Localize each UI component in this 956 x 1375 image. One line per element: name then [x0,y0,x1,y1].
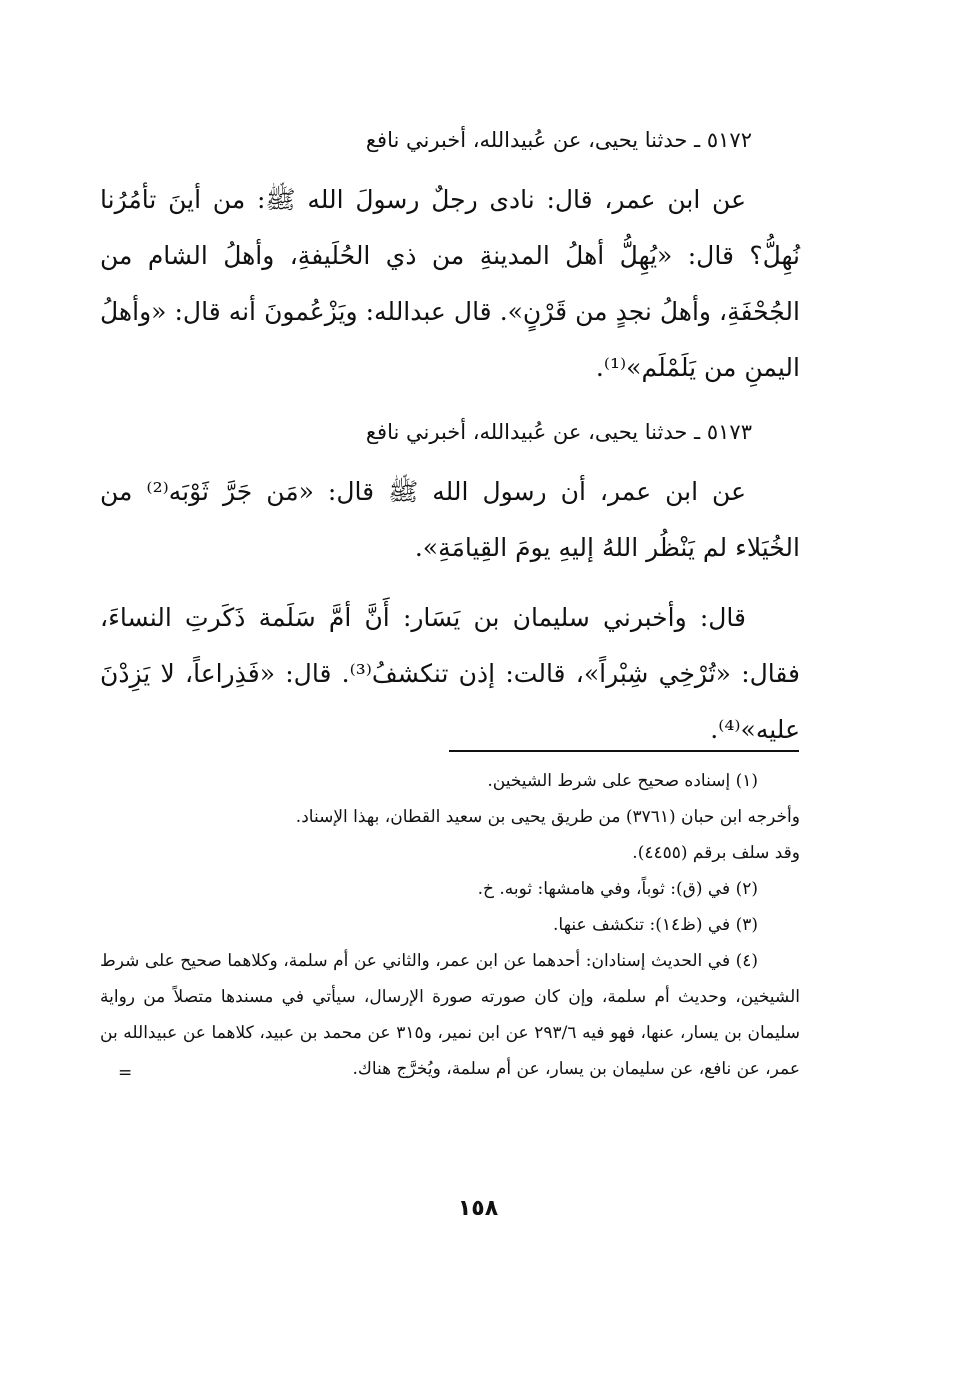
hadith-5172-text: عن ابن عمر، قال: نادى رجلٌ رسولَ الله ﷺ: من أينَ تأمُرُنا نُهِلُّ؟ قال: «يُهِلُّ أهلُ المدينةِ من ذي الحُلَيفةِ، وأهلُ الشام من الجُحْفَةِ، وأهلُ نجدٍ من قَرْنٍ». قال عبدالله: ويَزْعُمونَ أنه قال: «وأهلُ اليمنِ من يَلَمْلَم»⁽¹⁾. [100,185,800,382]
footnote-divider [449,750,799,752]
footnote-1-ref: وقد سلف برقم (٤٤٥٥). [632,843,800,863]
main-text [100,118,800,758]
footnote-1-source: وأخرجه ابن حبان (٣٧٦١) من طريق يحيى بن سعيد القطان، بهذا الإسناد. [295,807,800,827]
footnotes [100,763,800,1087]
continuation-mark: = [118,1063,133,1083]
hadith-5172-isnad: ٥١٧٢ ـ حدثنا يحيى، عن عُبيدالله، أخبرني نافع [365,128,752,152]
hadith-5173-isnad: ٥١٧٣ ـ حدثنا يحيى، عن عُبيدالله، أخبرني نافع [365,420,752,444]
footnote-3: (٣) في (ظ١٤): تنكشف عنها. [552,915,758,935]
hadith-5173-text: عن ابن عمر، أن رسول الله ﷺ قال: «مَن جَرَّ ثَوْبَه⁽²⁾ من الخُيَلاء لم يَنْظُر اللهُ إليهِ يومَ القِيامَةِ». [100,477,800,562]
footnote-4 [100,943,800,1087]
page-number: ١٥٨ [457,1196,499,1221]
hadith-5173-addition: قال: وأخبرني سليمان بن يَسَار: أَنَّ أمَّ سَلَمة ذَكَرتِ النساءَ، فقال: «تُرْخِي شِبْراً»، قالت: إذن تنكشفُ⁽³⁾. قال: «فَذِراعاً، لا يَزِدْنَ عليه»⁽⁴⁾. [100,603,800,744]
footnote-1: (١) إسناده صحيح على شرط الشيخين. [487,771,758,791]
footnote-2: (٢) في (ق): ثوباً، وفي هامشها: ثوبه. خ. [477,879,758,899]
footnote-4-text: (٤) في الحديث إسنادان: أحدهما عن ابن عمر، والثاني عن أم سلمة، وكلاهما صحيح على شرط الشيخين، وحديث أم سلمة، وإن كان صورته صورة الإرسال، سيأتي في مسندها متصلاً من رواية سليمان بن يسار، عنها، فهو فيه ٢٩٣/٦ عن ابن نمير، و٣١٥ عن محمد بن عبيد، كلاهما عن عبيدالله بن عمر، عن نافع، عن سليمان بن يسار، عن أم سلمة، ويُخرَّج هناك. [100,951,800,1079]
